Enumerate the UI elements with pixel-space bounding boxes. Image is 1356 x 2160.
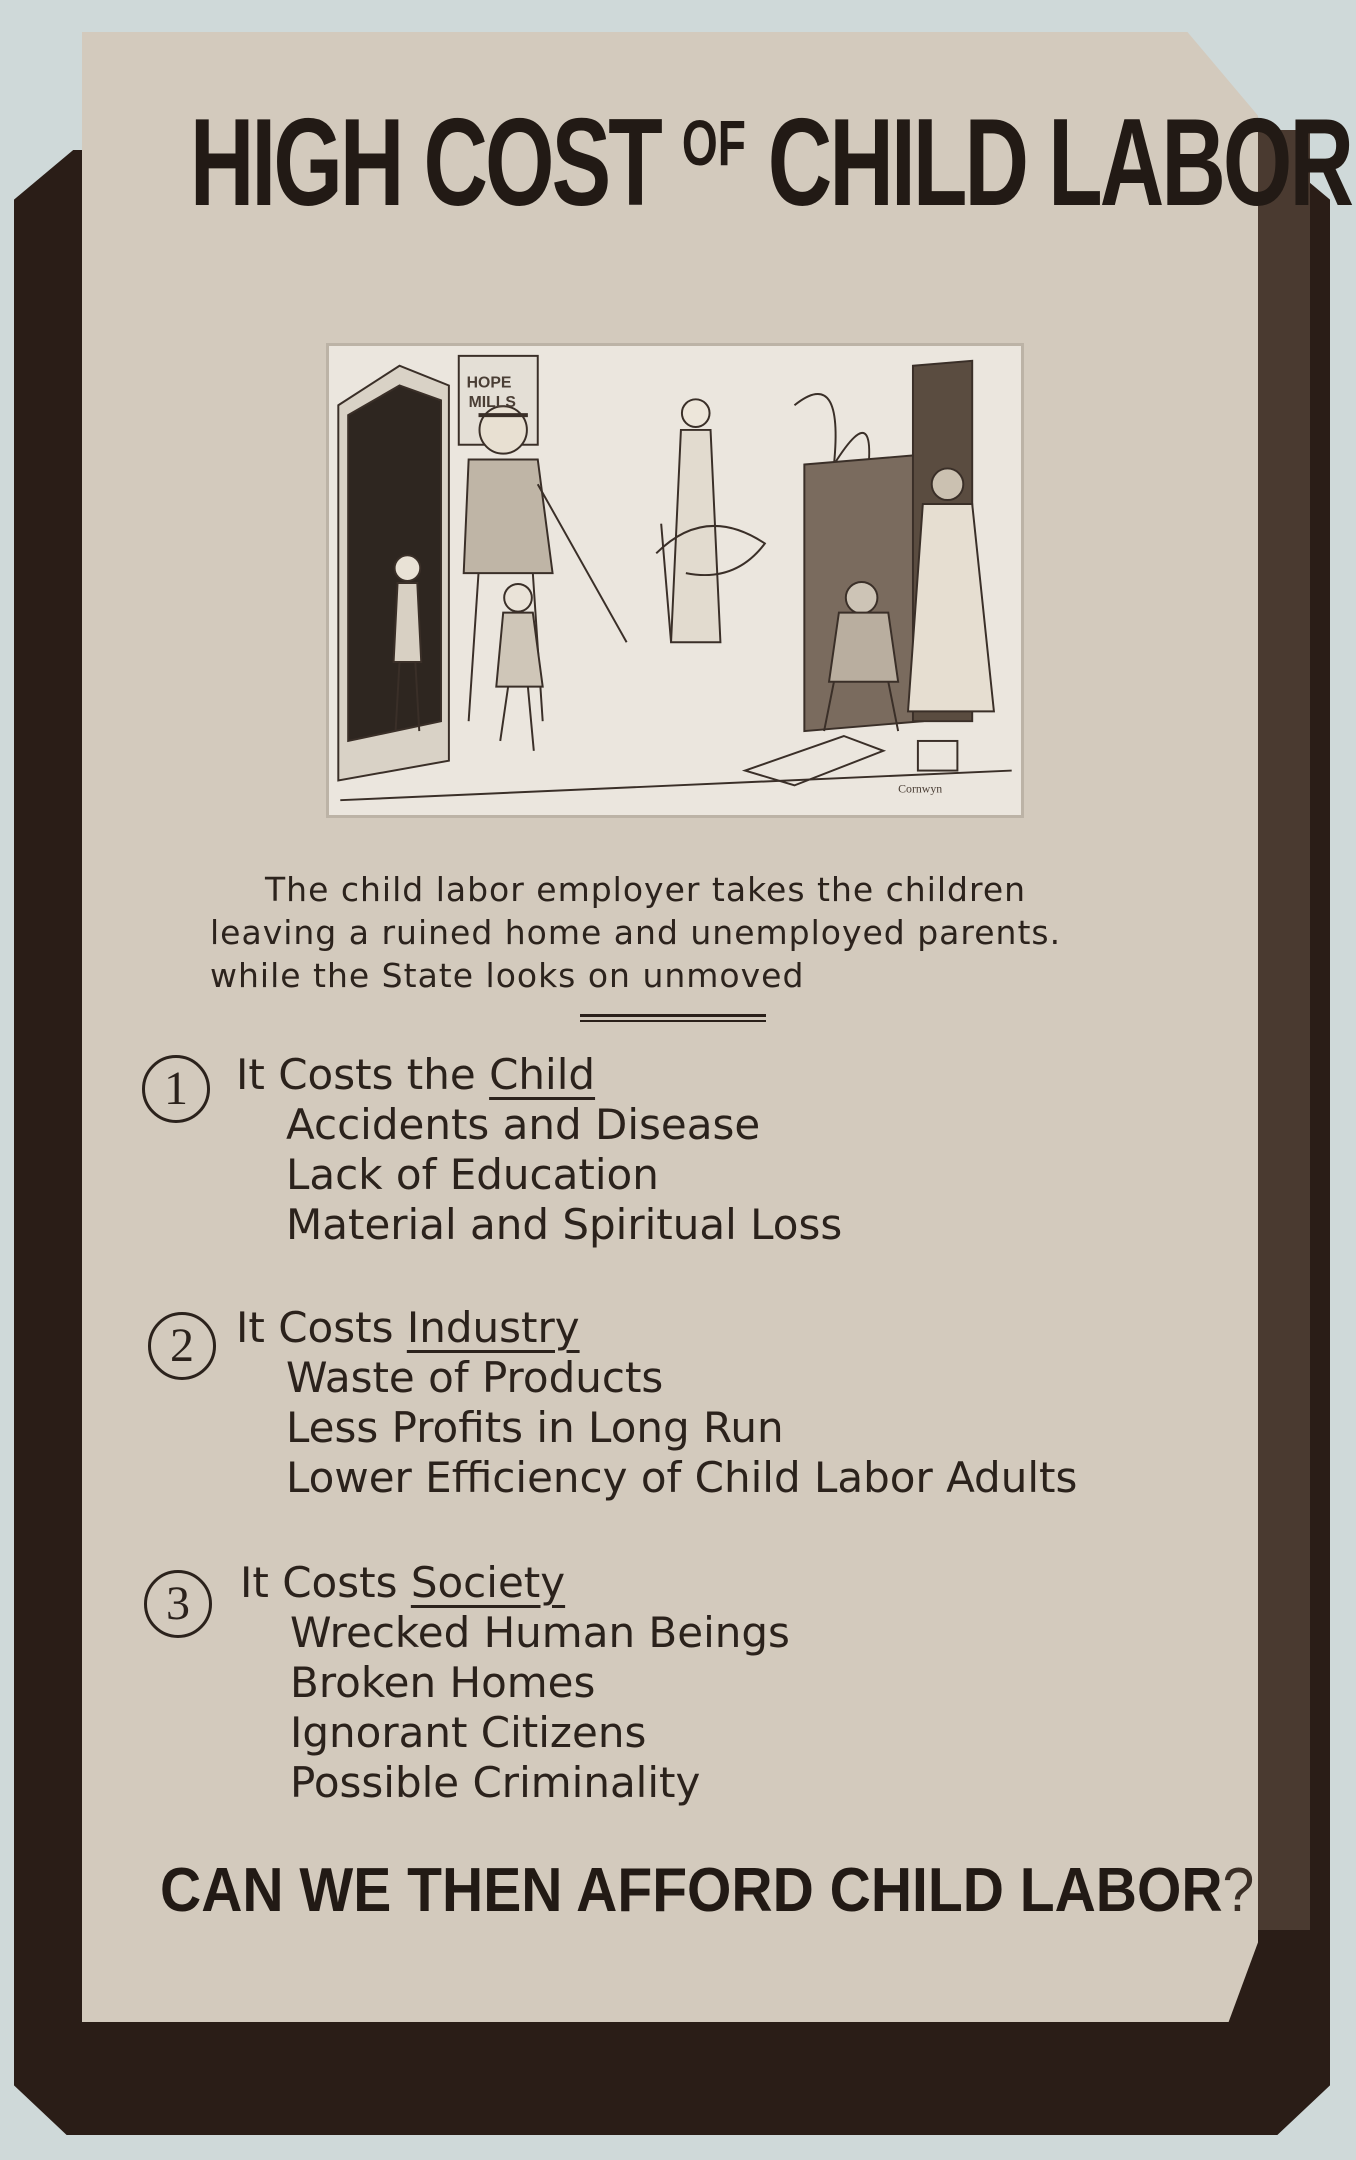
list-item: Lower Efficiency of Child Labor Adults bbox=[286, 1453, 1078, 1502]
title-part-of: OF bbox=[681, 107, 746, 179]
title-part-high-cost: HIGH COST bbox=[189, 94, 660, 232]
list-item: Lack of Education bbox=[286, 1150, 659, 1199]
section-heading bbox=[236, 1050, 842, 1100]
list-item: Broken Homes bbox=[290, 1658, 596, 1707]
list-item: Wrecked Human Beings bbox=[290, 1608, 790, 1657]
heading-prefix: It Costs the bbox=[236, 1050, 476, 1099]
question-mark: ? bbox=[1222, 1856, 1255, 1925]
section-number-2: 2 bbox=[148, 1312, 216, 1380]
title-part-child-labor: CHILD LABOR bbox=[767, 94, 1352, 232]
section-heading bbox=[240, 1558, 790, 1608]
caption-line: The child labor employer takes the children bbox=[265, 870, 1027, 909]
poster-backing-edge bbox=[1250, 130, 1310, 1930]
caption-line: leaving a ruined home and unemployed parents. bbox=[210, 913, 1062, 952]
section-costs-society bbox=[240, 1558, 790, 1808]
list-item: Possible Criminality bbox=[290, 1758, 701, 1807]
list-item: Accidents and Disease bbox=[286, 1100, 761, 1149]
caption-line: while the State looks on unmoved bbox=[210, 956, 805, 995]
section-number-1: 1 bbox=[142, 1055, 210, 1123]
list-item: Ignorant Citizens bbox=[290, 1708, 647, 1757]
sign-line-mills: MILLS bbox=[468, 394, 516, 412]
closing-question-text: CAN WE THEN AFFORD CHILD LABOR bbox=[160, 1856, 1223, 1925]
section-costs-industry bbox=[236, 1303, 1077, 1503]
poster-title bbox=[189, 92, 1352, 234]
heading-subject: Industry bbox=[406, 1303, 580, 1352]
cartoon-illustration bbox=[326, 343, 1024, 818]
section-number-3: 3 bbox=[144, 1570, 212, 1638]
list-item: Material and Spiritual Loss bbox=[286, 1200, 843, 1249]
closing-question bbox=[160, 1855, 1255, 1926]
double-rule-divider bbox=[580, 1014, 766, 1022]
illustration-caption bbox=[210, 868, 1190, 997]
heading-prefix: It Costs bbox=[236, 1303, 394, 1352]
illustration-signature: Cornwyn bbox=[898, 781, 943, 796]
list-item: Waste of Products bbox=[286, 1353, 664, 1402]
section-costs-child bbox=[236, 1050, 842, 1250]
list-item: Less Profits in Long Run bbox=[286, 1403, 784, 1452]
heading-subject: Society bbox=[410, 1558, 566, 1607]
heading-subject: Child bbox=[489, 1050, 596, 1099]
heading-prefix: It Costs bbox=[240, 1558, 398, 1607]
section-heading bbox=[236, 1303, 1077, 1353]
sign-line-hope: HOPE bbox=[466, 374, 512, 392]
